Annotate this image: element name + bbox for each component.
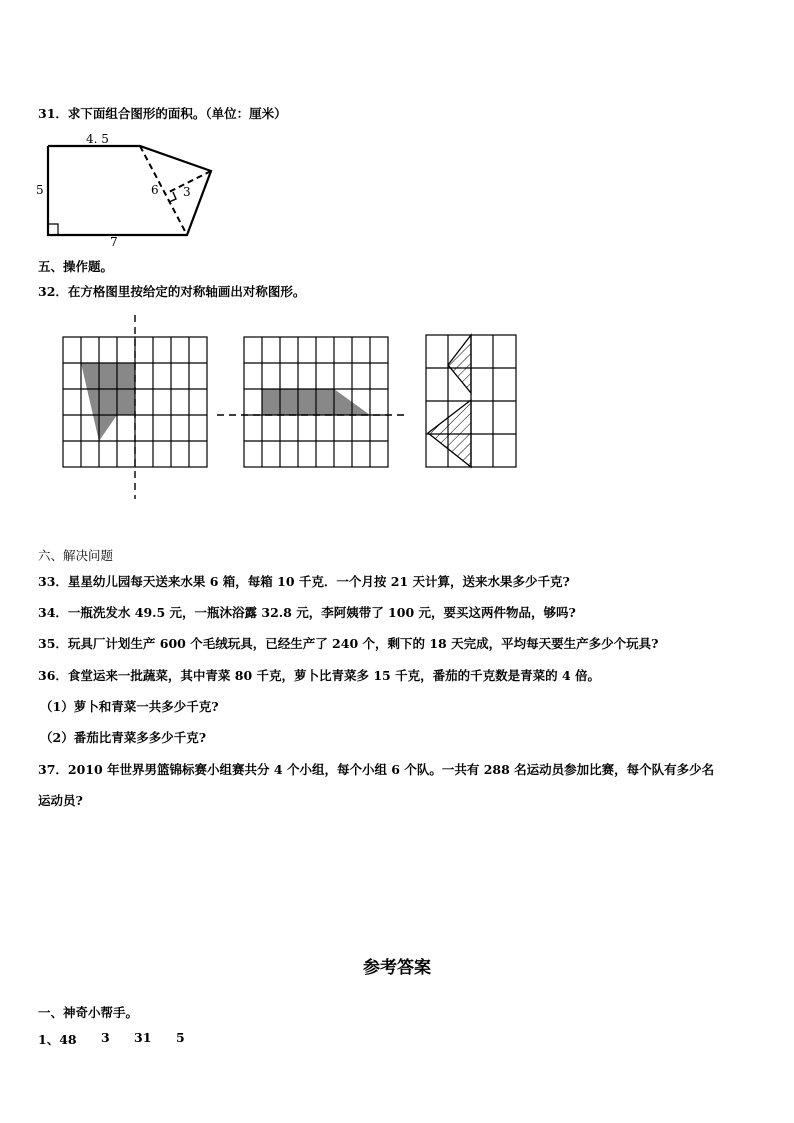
- question-33: 33．星星幼儿园每天送来水果 6 箱，每箱 10 千克．一个月按 21 天计算，送来水果多少千克?: [38, 574, 570, 589]
- question-37-line1: 37．2010 年世界男篮锦标赛小组赛共分 4 个小组，每个小组 6 个队。一共有 288 名运动员参加比赛，每个队有多少名: [38, 762, 715, 777]
- section-5-heading: 五、操作题。: [38, 259, 114, 274]
- answer-item-1d: 5: [176, 1030, 185, 1045]
- answer-item-1b: 3: [101, 1030, 110, 1045]
- label-left: 5: [36, 183, 44, 197]
- label-dashed1: 6: [151, 183, 159, 197]
- composite-figure: [30, 128, 230, 248]
- section-6-heading: 六、解决问题: [38, 548, 114, 563]
- answers-section-1: 一、神奇小帮手。: [38, 1005, 139, 1020]
- question-32: 32．在方格图里按给定的对称轴画出对称图形。: [38, 284, 306, 299]
- answer-item-1a: 1、48: [38, 1032, 77, 1047]
- question-34: 34．一瓶洗发水 49.5 元，一瓶沐浴露 32.8 元，李阿姨带了 100 元，要买这两件物品，够吗?: [38, 605, 576, 620]
- question-36: 36．食堂运来一批蔬菜，其中青菜 80 千克，萝卜比青菜多 15 千克，番茄的千克数是青菜的 4 倍。: [38, 668, 600, 683]
- label-top: 4. 5: [86, 132, 109, 146]
- question-35: 35．玩具厂计划生产 600 个毛绒玩具，已经生产了 240 个，剩下的 18 天完成，平均每天要生产多少个玩具?: [38, 636, 659, 651]
- question-31: 31．求下面组合图形的面积。（单位：厘米）: [38, 106, 287, 121]
- symmetry-grid-2: [215, 315, 415, 505]
- question-36-sub1: （1）萝卜和青菜一共多少千克?: [40, 699, 219, 714]
- symmetry-grid-3: [420, 315, 530, 505]
- label-bottom: 7: [110, 235, 118, 248]
- label-dashed2: 3: [183, 185, 191, 199]
- answers-title: 参考答案: [363, 958, 431, 978]
- question-36-sub2: （2）番茄比青菜多多少千克?: [40, 730, 207, 745]
- answer-item-1c: 31: [134, 1030, 152, 1045]
- question-37-line2: 运动员?: [38, 793, 83, 808]
- symmetry-grid-1: [55, 315, 225, 505]
